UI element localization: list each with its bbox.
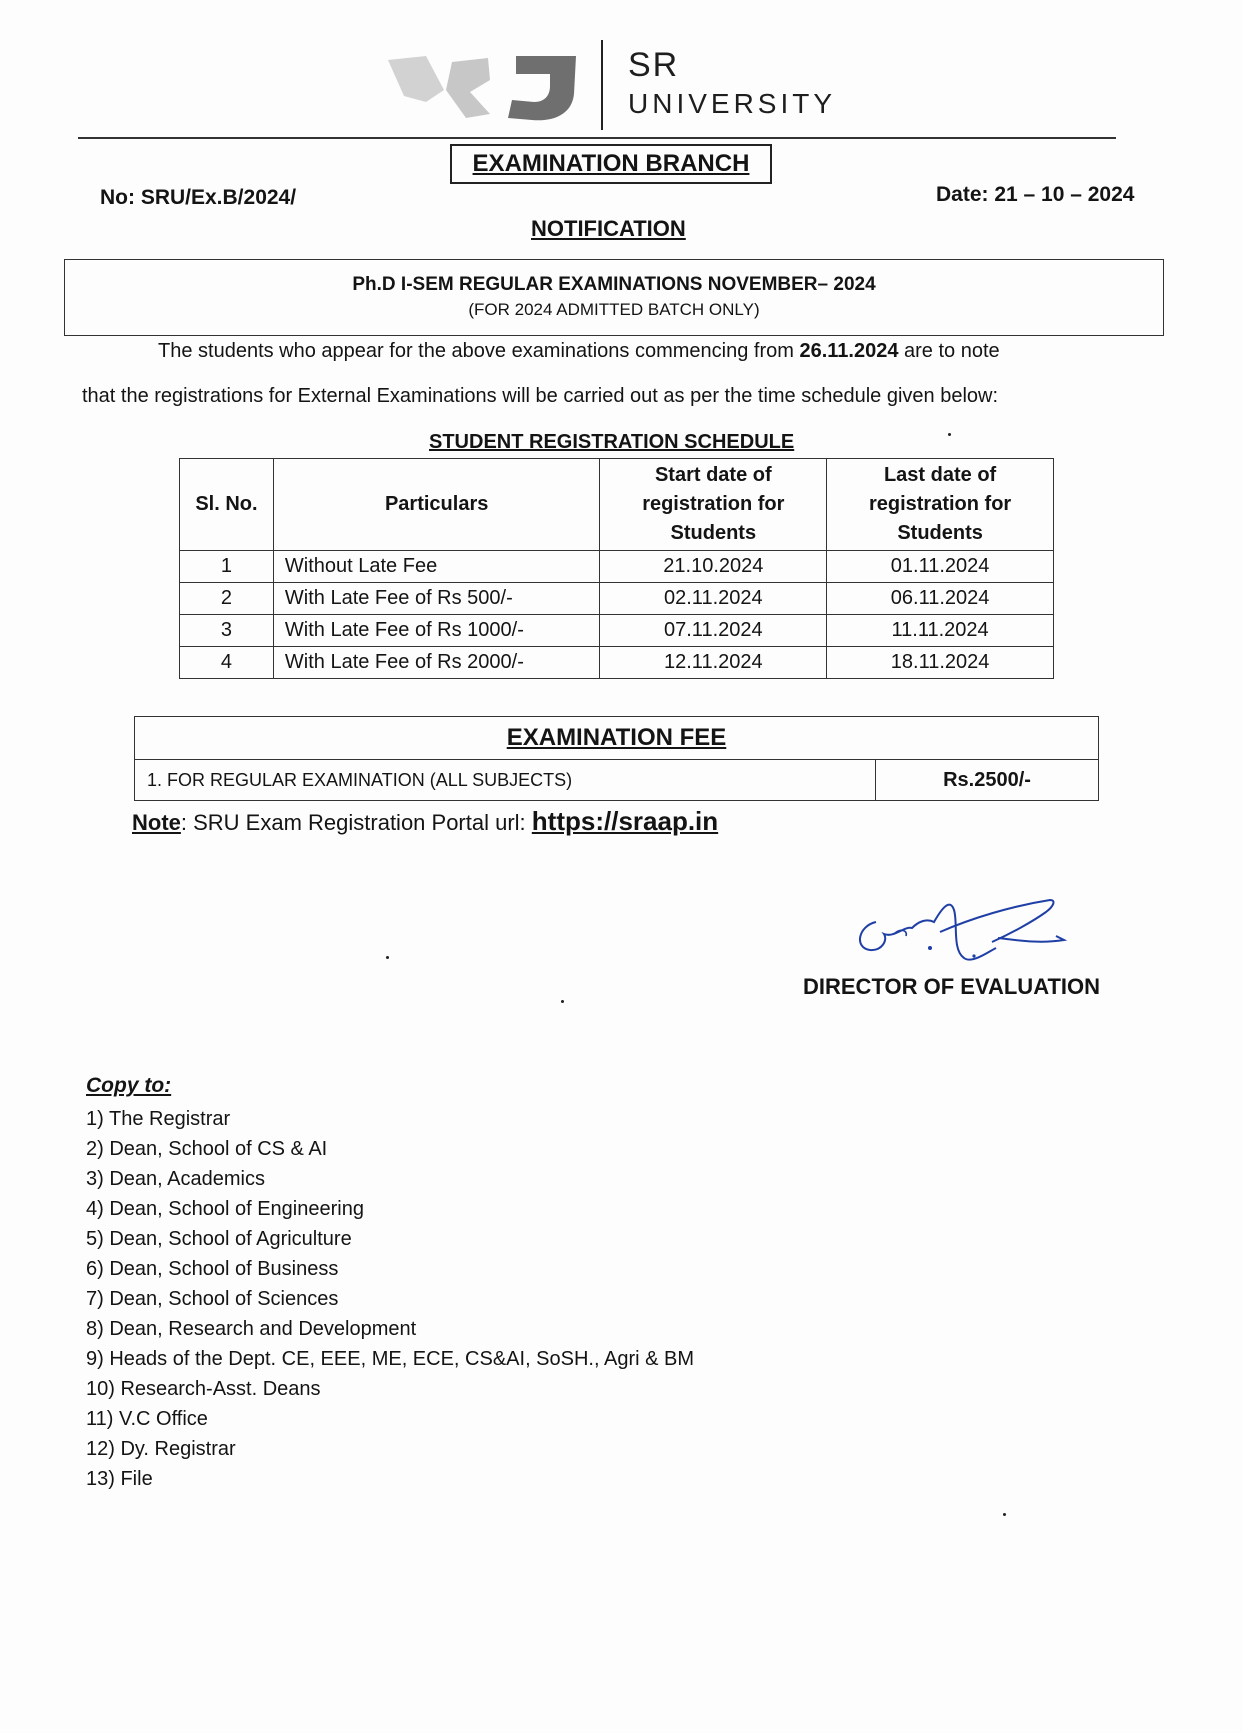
table-header-row [180,459,1054,551]
list-item: 3) Dean, Academics [86,1168,265,1190]
scan-speck [561,1000,564,1003]
list-item: 4) Dean, School of Engineering [86,1198,364,1220]
list-item: 1) The Registrar [86,1108,231,1130]
logo-text-sr: SR [628,46,680,84]
list-item: 13) File [86,1468,153,1490]
table-row [180,583,1054,615]
intro-line-1 [158,340,1000,363]
list-item: 12) Dy. Registrar [86,1438,236,1460]
intro-line-2: that the registrations for External Examinations will be carried out as per the time schedule given below: [82,385,999,407]
cell-start-date: 07.11.2024 [600,615,827,647]
cell-last-date: 11.11.2024 [827,615,1054,647]
list-item: 9) Heads of the Dept. CE, EEE, ME, ECE, CS&AI, SoSH., Agri & BM [86,1348,695,1370]
portal-url-link[interactable]: https://sraap.in [531,806,719,836]
cell-sl-no: 3 [180,615,274,647]
table-row [180,551,1054,583]
schedule-title: STUDENT REGISTRATION SCHEDULE [429,431,795,453]
list-item: 10) Research-Asst. Deans [86,1378,321,1400]
list-item: 11) V.C Office [86,1408,208,1430]
cell-sl-no: 4 [180,647,274,679]
registration-schedule-table [179,458,1054,679]
table-row [180,615,1054,647]
examination-fee-box [134,716,1099,801]
note-text: : SRU Exam Registration Portal url: [180,810,532,835]
scan-speck [1003,1513,1006,1516]
cell-particulars: With Late Fee of Rs 500/- [273,583,600,615]
header-divider [78,137,1116,139]
list-item: 6) Dean, School of Business [86,1258,339,1280]
signatory-title: DIRECTOR OF EVALUATION [803,974,1100,999]
note-label: Note [132,810,181,835]
scan-speck [386,956,389,959]
logo-text-university: UNIVERSITY [628,88,837,119]
subject-subtitle: (FOR 2024 ADMITTED BATCH ONLY) [468,300,760,319]
copy-to-list [86,1104,694,1494]
list-item: 2) Dean, School of CS & AI [86,1138,328,1160]
cell-start-date: 02.11.2024 [600,583,827,615]
header-sl-no: Sl. No. [180,459,274,551]
cell-last-date: 01.11.2024 [827,551,1054,583]
fee-amount: Rs.2500/- [876,760,1099,801]
notification-title: NOTIFICATION [531,216,686,241]
intro-text-post: are to note [898,340,1000,362]
cell-particulars: With Late Fee of Rs 2000/- [273,647,600,679]
logo-separator [601,40,603,130]
portal-note [132,806,718,837]
reference-number: No: SRU/Ex.B/2024/ [100,186,297,209]
scan-speck [948,433,951,436]
subject-title: Ph.D I-SEM REGULAR EXAMINATIONS NOVEMBER– 2024 [352,274,876,295]
cell-last-date: 06.11.2024 [827,583,1054,615]
notification-date: Date: 21 – 10 – 2024 [936,183,1135,206]
table-row [180,647,1054,679]
subject-box [64,259,1164,336]
cell-particulars: Without Late Fee [273,551,600,583]
fee-title: EXAMINATION FEE [135,717,1099,760]
cell-particulars: With Late Fee of Rs 1000/- [273,615,600,647]
cell-last-date: 18.11.2024 [827,647,1054,679]
list-item: 7) Dean, School of Sciences [86,1288,339,1310]
cell-sl-no: 2 [180,583,274,615]
fee-item: 1. FOR REGULAR EXAMINATION (ALL SUBJECTS) [135,760,876,801]
director-signature [842,878,1072,978]
commencement-date: 26.11.2024 [799,340,899,362]
copy-to-heading: Copy to: [86,1074,172,1097]
university-logo-mark [386,52,576,122]
cell-sl-no: 1 [180,551,274,583]
list-item: 5) Dean, School of Agriculture [86,1228,352,1250]
list-item: 8) Dean, Research and Development [86,1318,417,1340]
header-particulars: Particulars [273,459,600,551]
intro-text-pre: The students who appear for the above examinations commencing from [158,340,800,362]
examination-branch-box [450,144,772,184]
examination-fee-table [134,716,1099,801]
header-last-date: Last date of registration for Students [827,459,1054,551]
header-start-date: Start date of registration for Students [600,459,827,551]
examination-branch-label: EXAMINATION BRANCH [472,150,750,177]
cell-start-date: 12.11.2024 [600,647,827,679]
cell-start-date: 21.10.2024 [600,551,827,583]
